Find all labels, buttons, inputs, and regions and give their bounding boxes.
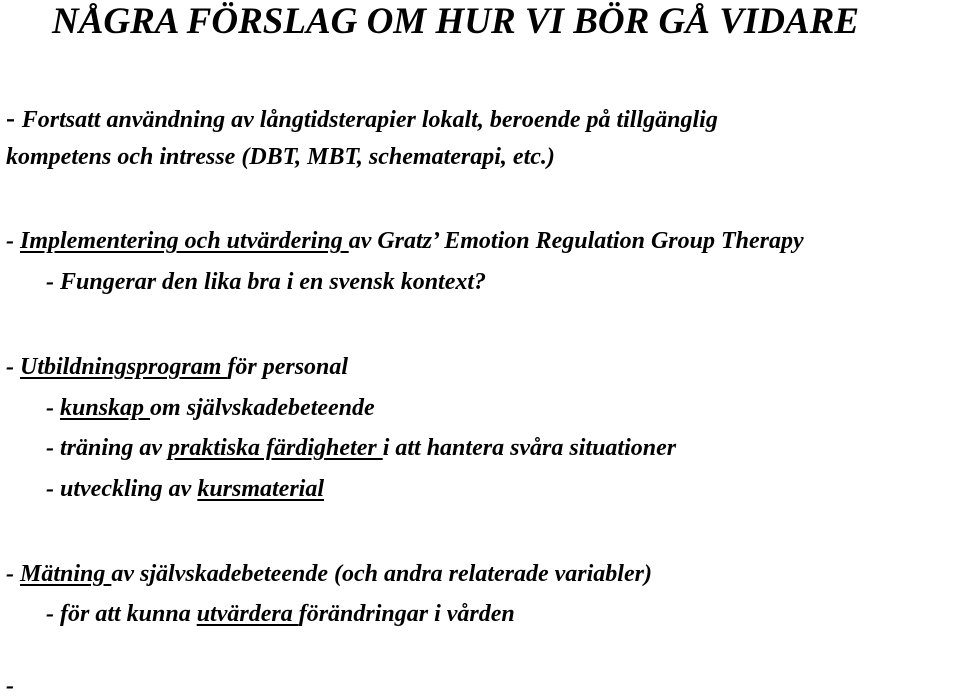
bullet-3-sub-2 (46, 434, 676, 462)
sub-underlined: utvärdera (196, 601, 299, 627)
bullet-3-sub-1 (46, 394, 375, 422)
bullet-dash: - (6, 103, 22, 133)
bullet-4-sub-1 (46, 600, 515, 628)
bullet-dash: - (6, 228, 20, 254)
bullet-5 (6, 672, 14, 700)
bullet-1-text: Fortsatt användning av långtidsterapier lokalt, beroende på tillgänglig (21, 107, 718, 133)
sub-prefix: - utveckling av (46, 476, 198, 502)
sub-prefix: - för att kunna (46, 601, 197, 627)
sub-underlined: kunskap (60, 395, 151, 421)
bullet-1-line-2 (6, 143, 555, 171)
bullet-2 (6, 227, 804, 255)
sub-text: i att hantera svåra situationer (382, 435, 677, 461)
bullet-dash: - (6, 561, 20, 587)
bullet-3-underlined: Utbildningsprogram (20, 354, 228, 380)
sub-prefix: - träning av (46, 435, 169, 461)
bullet-4-underlined: Mätning (20, 561, 112, 587)
bullet-3-sub-3 (46, 475, 324, 503)
bullet-1-line-1 (6, 104, 718, 134)
sub-text: om självskadebeteende (150, 395, 375, 421)
sub-underlined: kursmaterial (197, 476, 325, 502)
bullet-3-text: för personal (227, 354, 349, 380)
sub-text: förändringar i vården (298, 601, 515, 627)
bullet-2-underlined: Implementering och utvärdering (20, 228, 349, 254)
bullet-2-text: av Gratz’ Emotion Regulation Group Therapy (348, 228, 804, 254)
bullet-1-text-cont: kompetens och intresse (DBT, MBT, schematerapi, etc.) (6, 144, 555, 170)
slide-title: NÅGRA FÖRSLAG OM HUR VI BÖR GÅ VIDARE (52, 1, 860, 42)
bullet-2-sub-text: - Fungerar den lika bra i en svensk kontext? (46, 269, 487, 295)
bullet-dash: - (6, 673, 14, 699)
bullet-4-text: av självskadebeteende (och andra relaterade variabler) (111, 561, 652, 587)
bullet-2-sub (46, 268, 486, 296)
bullet-dash: - (6, 354, 20, 380)
sub-prefix: - (46, 395, 60, 421)
sub-underlined: praktiska färdigheter (168, 435, 383, 461)
bullet-4 (6, 560, 652, 588)
bullet-3 (6, 353, 348, 381)
